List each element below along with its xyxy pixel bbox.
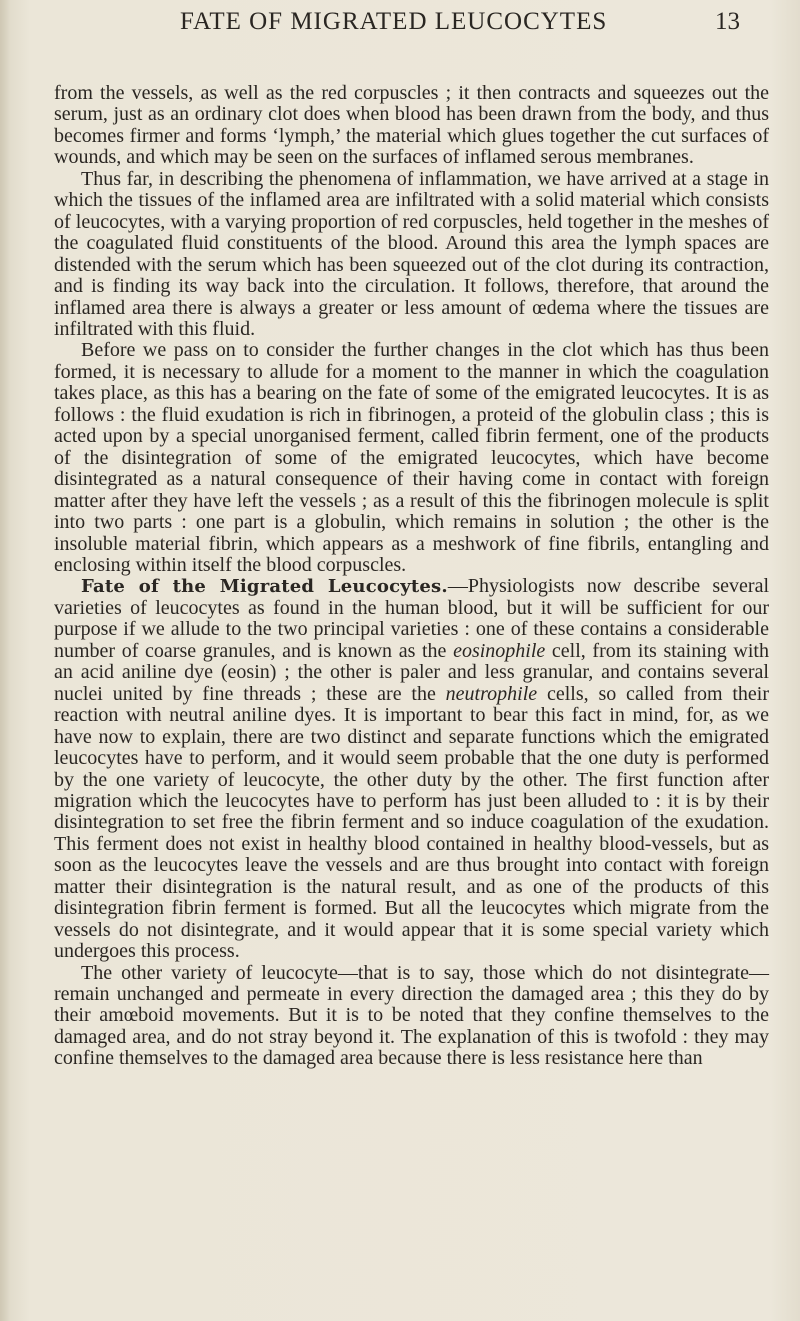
paragraph-4 [54, 576, 769, 962]
section-heading: Fate of the Migrated Leucocytes. [81, 576, 448, 598]
paragraph-1: from the vessels, as well as the red corpuscles ; it then contracts and squeezes out the serum, just as an ordinary clot does when blood has been drawn from the body, and thus becomes firmer and forms ‘lymph,’ the material which glues together the cut surfaces of wounds, and which may be seen on the surfaces of inflamed serous membranes. [54, 82, 769, 169]
paragraph-5: The other variety of leucocyte—that is to say, those which do not disintegrate—remain unchanged and permeate in every direction the damaged area ; this they do by their amœboid movements. But it is to be noted that they confine themselves to the damaged area, and do not stray beyond it. The explanation of this is twofold : they may confine themselves to the damaged area because there is less resistance here than [54, 961, 769, 1070]
term-neutrophile: neutrophile [445, 682, 538, 705]
paragraph-4-text-a: —Physiologists now describe several varieties of leucocytes as found in the human blood, but it will be sufficient for our purpose if we allude to the two principal varieties : one of these contains a considerable number of coarse granules, and is known as the [54, 575, 770, 662]
body-text [54, 83, 769, 1070]
running-title: FATE OF MIGRATED LEUCOCYTES [180, 8, 608, 35]
paragraph-3: Before we pass on to consider the further changes in the clot which has thus been formed, it is necessary to allude for a moment to the manner in which the coagulation takes place, as this has a bearing on the fate of some of the emigrated leucocytes. It is as follows : the fluid exudation is rich in fibrinogen, a proteid of the globulin class ; this is acted upon by a special unorganised ferment, called fibrin ferment, one of the products of the disintegration of some of the emigrated leucocytes, which have become disintegrated as a natural consequence of their having come in contact with foreign matter after they have left the vessels ; as a result of this the fibrinogen molecule is split into two parts : one part is a globulin, which remains in solution ; the other is the insoluble material fibrin, which appears as a meshwork of fine fibrils, entangling and enclosing within itself the blood corpuscles. [54, 339, 769, 576]
page-number: 13 [715, 8, 740, 35]
page-gutter-shadow [0, 0, 10, 1321]
paragraph-2: Thus far, in describing the phenomena of inflammation, we have arrived at a stage in which the tissues of the inflamed area are infiltrated with a solid material which consists of leucocytes, with a varying proportion of red corpuscles, held together in the meshes of the coagulated fluid constituents of the blood. Around this area the lymph spaces are distended with the serum which has been squeezed out of the clot during its contraction, and is finding its way back into the circulation. It follows, therefore, that around the inflamed area there is always a greater or less amount of œdema where the tissues are infiltrated with this fluid. [54, 167, 769, 340]
running-head [0, 8, 800, 48]
paragraph-4-text-b: cell, from its staining with an acid aniline dye (eosin) ; the other is paler and less granular, and contains several nuclei united by fine threads ; these are the [54, 639, 769, 705]
paragraph-4-text-c: cells, so called from their reaction with neutral aniline dyes. It is important to bear this fact in mind, for, as we have now to explain, there are two distinct and separate functions which the emigrated leucocytes have to perform, and it would seem probable that the one duty is performed by the one variety of leucocyte, the other duty by the other. The first function after migration which the leucocytes have to perform has just been alluded to : it is by their disintegration to set free the fibrin ferment and so induce coagulation of the exudation. This ferment does not exist in healthy blood contained in healthy blood-vessels, but as soon as the leucocytes leave the vessels and are thus brought into contact with foreign matter their disintegration is the natural result, and as one of the products of this disintegration fibrin ferment is formed. But all the leucocytes which migrate from the vessels do not disintegrate, and it would appear that it is some special variety which undergoes this process. [54, 682, 769, 963]
term-eosinophile: eosinophile [453, 639, 546, 662]
